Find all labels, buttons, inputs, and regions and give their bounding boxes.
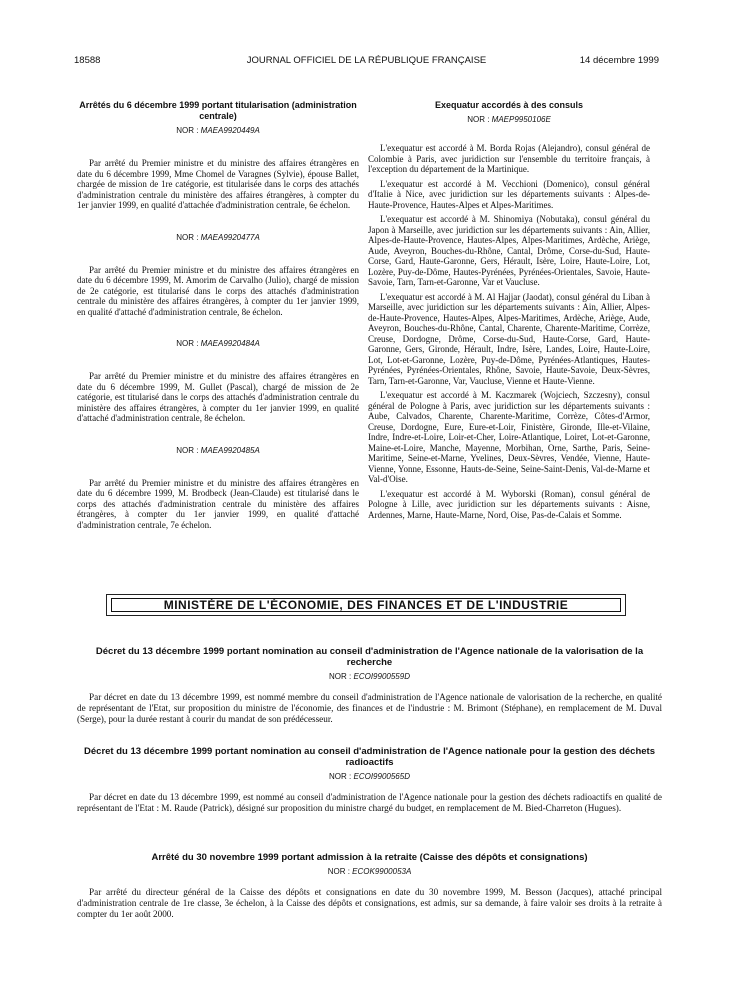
nor-label: NOR : <box>176 445 199 455</box>
exequatur-paragraph: L'exequatur est accordé à M. Wyborski (Roman), consul général de Pologne à Lille, avec juridiction sur les départements suivants : Aisne, Ardennes, Marne, Haute-Marne, Nord, Oise, Pas-de-Calais et Somme. <box>368 488 650 520</box>
section-title: Arrêtés du 6 décembre 1999 portant titularisation (administration centrale) <box>79 100 357 121</box>
nor-label: NOR : <box>176 232 199 242</box>
exequatur-paragraph: L'exequatur est accordé à M. Borda Rojas (Alejandro), consul général de Colombie à Paris, avec juridiction sur l'ensemble du territoire français, à l'exception du département de la Martinique. <box>368 143 650 174</box>
nor-reference <box>368 115 650 125</box>
decree-paragraph: Par arrêté du Premier ministre et du ministre des affaires étrangères en date du 6 décembre 1999, M. Brodbeck (Jean-Claude) est titularisé dans le corps des attachés d'administration centrale du ministère des affaires étrangères, à compter du 1er janvier 1999, en qualité d'attaché d'administration centrale, 7e échelon. <box>77 477 359 530</box>
nor-reference <box>77 672 662 682</box>
journal-title: JOURNAL OFFICIEL DE LA RÉPUBLIQUE FRANÇAISE <box>246 55 487 66</box>
exequatur-paragraph: L'exequatur est accordé à M. Kaczmarek (Wojciech, Szczesny), consul général de Pologne à Paris, avec juridiction sur les départements suivants : Aube, Calvados, Charente, Charente-Maritime, Corrèze, Côtes-d'Armor, Creuse, Dordogne, Eure, Eure-et-Loir, Finistère, Gironde, Ille-et-Vilaine, Indre, Indre-et-Loire, Loir-et-Cher, Loire-Atlantique, Loiret, Lot-et-Garonne, Maine-et-Loire, Manche, Mayenne, Morbihan, Orne, Sarthe, Paris, Seine-Maritime, Seine-et-Marne, Yvelines, Deux-Sèvres, Vendée, Vienne, Haute-Vienne, Yonne, Essonne, Hauts-de-Seine, Seine-Saint-Denis, Val-de-Marne et Val-d'Oise. <box>368 390 650 484</box>
decree-title: Décret du 13 décembre 1999 portant nomination au conseil d'administration de l'Agence nationale pour la gestion des déchets radioactifs <box>84 746 655 768</box>
nor-reference <box>77 446 359 456</box>
nor-code: MAEA9920449A <box>200 126 260 135</box>
nor-reference <box>77 126 359 136</box>
ministry-title: MINISTÈRE DE L'ÉCONOMIE, DES FINANCES ET DE L'INDUSTRIE <box>111 598 621 612</box>
page-number: 18588 <box>74 55 101 66</box>
nor-label: NOR : <box>176 126 199 135</box>
nor-code: MAEA9920484A <box>200 339 260 348</box>
nor-reference <box>77 867 662 877</box>
decree-paragraph: Par arrêté du Premier ministre et du ministre des affaires étrangères en date du 6 décembre 1999, M. Amorim de Carvalho (Julio), chargé de mission de 2e catégorie, est titularisé dans le corps des attachés d'administration centrale du ministère des affaires étrangères, à compter du 1er janvier 1999, en qualité d'attaché d'administration centrale, 8e échelon. <box>77 264 359 317</box>
left-column <box>77 100 359 530</box>
issue-date: 14 décembre 1999 <box>579 55 659 66</box>
decree-block <box>77 852 662 920</box>
nor-label: NOR : <box>467 115 490 124</box>
right-column <box>368 100 650 520</box>
section-title: Exequatur accordés à des consuls <box>434 100 584 110</box>
decree-title: Décret du 13 décembre 1999 portant nomination au conseil d'administration de l'Agence nationale de la valorisation de la recherche <box>95 646 644 668</box>
nor-label: NOR : <box>176 339 199 348</box>
decree-paragraph: Par décret en date du 13 décembre 1999, est nommé membre du conseil d'administration de l'Agence nationale de valorisation de la recherche, en qualité de représentant de l'Etat, sur proposition du ministre de l'économie, des finances et de l'industrie : M. Brimont (Stéphane), en remplacement de M. Duval (Serge), pour la durée restant à courir du mandat de son prédécesseur. <box>77 692 662 724</box>
exequatur-paragraph: L'exequatur est accordé à M. Shinomiya (Nobutaka), consul général du Japon à Marseille, avec juridiction sur les départements suivants : Ain, Allier, Alpes-de-Haute-Provence, Hautes-Alpes, Alpes-Maritimes, Ardèche, Ariège, Aude, Aveyron, Bouches-du-Rhône, Cantal, Drôme, Corse-du-Sud, Haute-Corse, Gard, Haute-Garonne, Gers, Hérault, Isère, Loire, Haute-Loire, Lot, Lozère, Puy-de-Dôme, Hautes-Pyrénées, Pyrénées-Orientales, Savoie, Haute-Savoie, Tarn, Tarn-et-Garonne, Var et Vaucluse. <box>368 214 650 287</box>
page-header <box>74 55 659 69</box>
decree-paragraph: Par arrêté du directeur général de la Caisse des dépôts et consignations en date du 30 novembre 1999, M. Besson (Jacques), attaché principal d'administration centrale de 1re classe, 3e échelon, à la Caisse des dépôts et consignations, est admis, sur sa demande, à faire valoir ses droits à la retraite à compter du 1er août 2000. <box>77 887 662 919</box>
decree-block <box>77 646 662 725</box>
decree-block <box>77 746 662 814</box>
nor-code: ECOI9900559D <box>353 672 410 681</box>
decree-paragraph: Par arrêté du Premier ministre et du ministre des affaires étrangères en date du 6 décembre 1999, Mme Chomel de Varagnes (Sylvie), épouse Ballet, chargée de mission de 1re catégorie, est titularisée dans le corps des attachés d'administration centrale du ministère des affaires étrangères, à compter du 1er janvier 1999, en qualité d'attachée d'administration centrale, 6e échelon. <box>77 158 359 210</box>
nor-label: NOR : <box>329 772 352 781</box>
nor-reference <box>77 233 359 243</box>
decree-paragraph: Par décret en date du 13 décembre 1999, est nommé au conseil d'administration de l'Agence nationale pour la gestion des déchets radioactifs en qualité de représentant de l'Etat : M. Raude (Patrick), désigné sur proposition du ministre chargé du budget, en remplacement de M. Bied-Charreton (Hugues). <box>77 792 662 813</box>
nor-reference <box>77 339 359 349</box>
nor-label: NOR : <box>329 672 352 681</box>
nor-code: MAEA9920485A <box>200 445 260 455</box>
nor-code: MAEP9950106E <box>491 115 551 124</box>
ministry-banner <box>106 594 626 616</box>
nor-code: ECOI9900565D <box>353 772 410 781</box>
nor-code: MAEA9920477A <box>200 232 260 242</box>
nor-code: ECOK9900053A <box>352 867 412 876</box>
decree-paragraph: Par arrêté du Premier ministre et du ministre des affaires étrangères en date du 6 décembre 1999, M. Gullet (Pascal), chargé de mission de 2e catégorie, est titularisé dans le corps des attachés d'administration centrale du ministère des affaires étrangères, à compter du 1er janvier 1999, en qualité d'attaché d'administration centrale, 8e échelon. <box>77 371 359 423</box>
nor-label: NOR : <box>327 867 350 876</box>
nor-reference <box>77 772 662 782</box>
decree-title: Arrêté du 30 novembre 1999 portant admission à la retraite (Caisse des dépôts et consignations) <box>151 852 588 863</box>
exequatur-paragraph: L'exequatur est accordé à M. Al Hajjar (Jaodat), consul général du Liban à Marseille, avec juridiction sur les départements suivants : Ain, Allier, Alpes-de-Haute-Provence, Hautes-Alpes, Alpes-Maritimes, Ardèche, Ariège, Aude, Aveyron, Bouches-du-Rhône, Cantal, Charente, Charente-Maritime, Corrèze, Creuse, Dordogne, Drôme, Corse-du-Sud, Haute-Corse, Gard, Haute-Garonne, Gers, Gironde, Hérault, Indre, Isère, Landes, Loire, Haute-Loire, Lot, Lot-et-Garonne, Lozère, Puy-de-Dôme, Pyrénées-Atlantiques, Hautes-Pyrénées, Pyrénées-Orientales, Rhône, Savoie, Haute-Savoie, Deux-Sèvres, Tarn, Tarn-et-Garonne, Var, Vaucluse, Vienne et Haute-Vienne. <box>368 291 650 386</box>
exequatur-paragraph: L'exequatur est accordé à M. Vecchioni (Domenico), consul général d'Italie à Nice, avec juridiction sur les départements suivants : Alpes-de-Haute-Provence, Hautes-Alpes et Alpes-Maritimes. <box>368 178 650 210</box>
